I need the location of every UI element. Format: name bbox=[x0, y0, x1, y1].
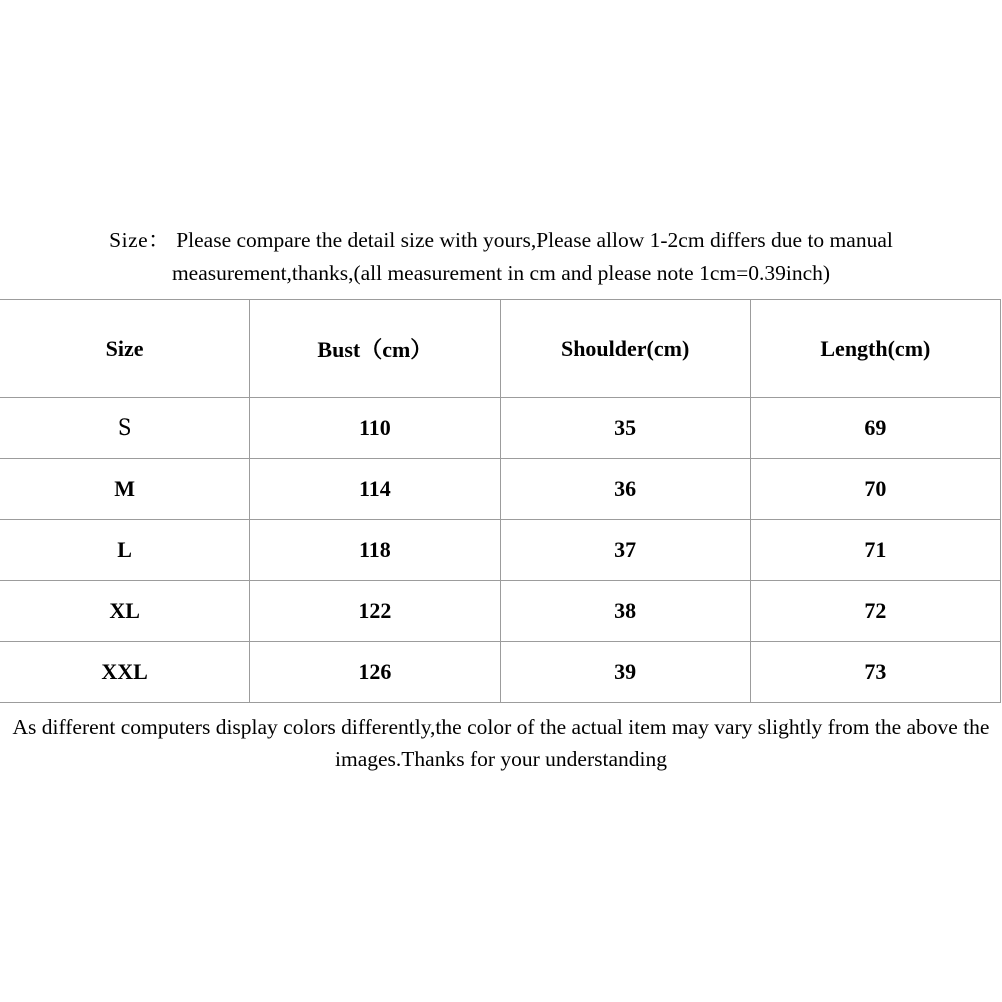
cell-size-label: XL bbox=[0, 581, 250, 642]
cell-bust: 126 bbox=[250, 642, 500, 703]
cell-shoulder: 39 bbox=[500, 642, 750, 703]
table-header-row bbox=[0, 300, 1001, 398]
column-header-size: Size bbox=[0, 300, 250, 398]
table-row bbox=[0, 459, 1001, 520]
cell-bust: 122 bbox=[250, 581, 500, 642]
cell-bust: 114 bbox=[250, 459, 500, 520]
column-header-bust: Bust（cm） bbox=[250, 300, 500, 398]
cell-length: 70 bbox=[750, 459, 1000, 520]
cell-size-label: XXL bbox=[0, 642, 250, 703]
cell-shoulder: 36 bbox=[500, 459, 750, 520]
size-note bbox=[65, 224, 937, 290]
column-header-length: Length(cm) bbox=[750, 300, 1000, 398]
cell-bust: 110 bbox=[250, 398, 500, 459]
size-note-text: Please compare the detail size with yours,Please allow 1-2cm differs due to manual measurement,thanks,(all measurement in cm and please note 1cm=0.39inch) bbox=[171, 228, 893, 285]
cell-bust: 118 bbox=[250, 520, 500, 581]
color-disclaimer-text: As different computers display colors differently,the color of the actual item may vary slightly from the above the images.Thanks for your understanding bbox=[12, 715, 990, 771]
table-row bbox=[0, 398, 1001, 459]
cell-shoulder: 37 bbox=[500, 520, 750, 581]
table-row bbox=[0, 642, 1001, 703]
cell-length: 69 bbox=[750, 398, 1000, 459]
size-note-label: Size： bbox=[109, 228, 171, 252]
cell-length: 72 bbox=[750, 581, 1000, 642]
cell-shoulder: 35 bbox=[500, 398, 750, 459]
table-row bbox=[0, 520, 1001, 581]
cell-length: 71 bbox=[750, 520, 1000, 581]
cell-shoulder: 38 bbox=[500, 581, 750, 642]
column-header-shoulder: Shoulder(cm) bbox=[500, 300, 750, 398]
cell-size-label: M bbox=[0, 459, 250, 520]
size-chart-table bbox=[0, 299, 1001, 703]
cell-size-label: S bbox=[0, 398, 250, 459]
table-row bbox=[0, 581, 1001, 642]
cell-size-label: L bbox=[0, 520, 250, 581]
cell-length: 73 bbox=[750, 642, 1000, 703]
